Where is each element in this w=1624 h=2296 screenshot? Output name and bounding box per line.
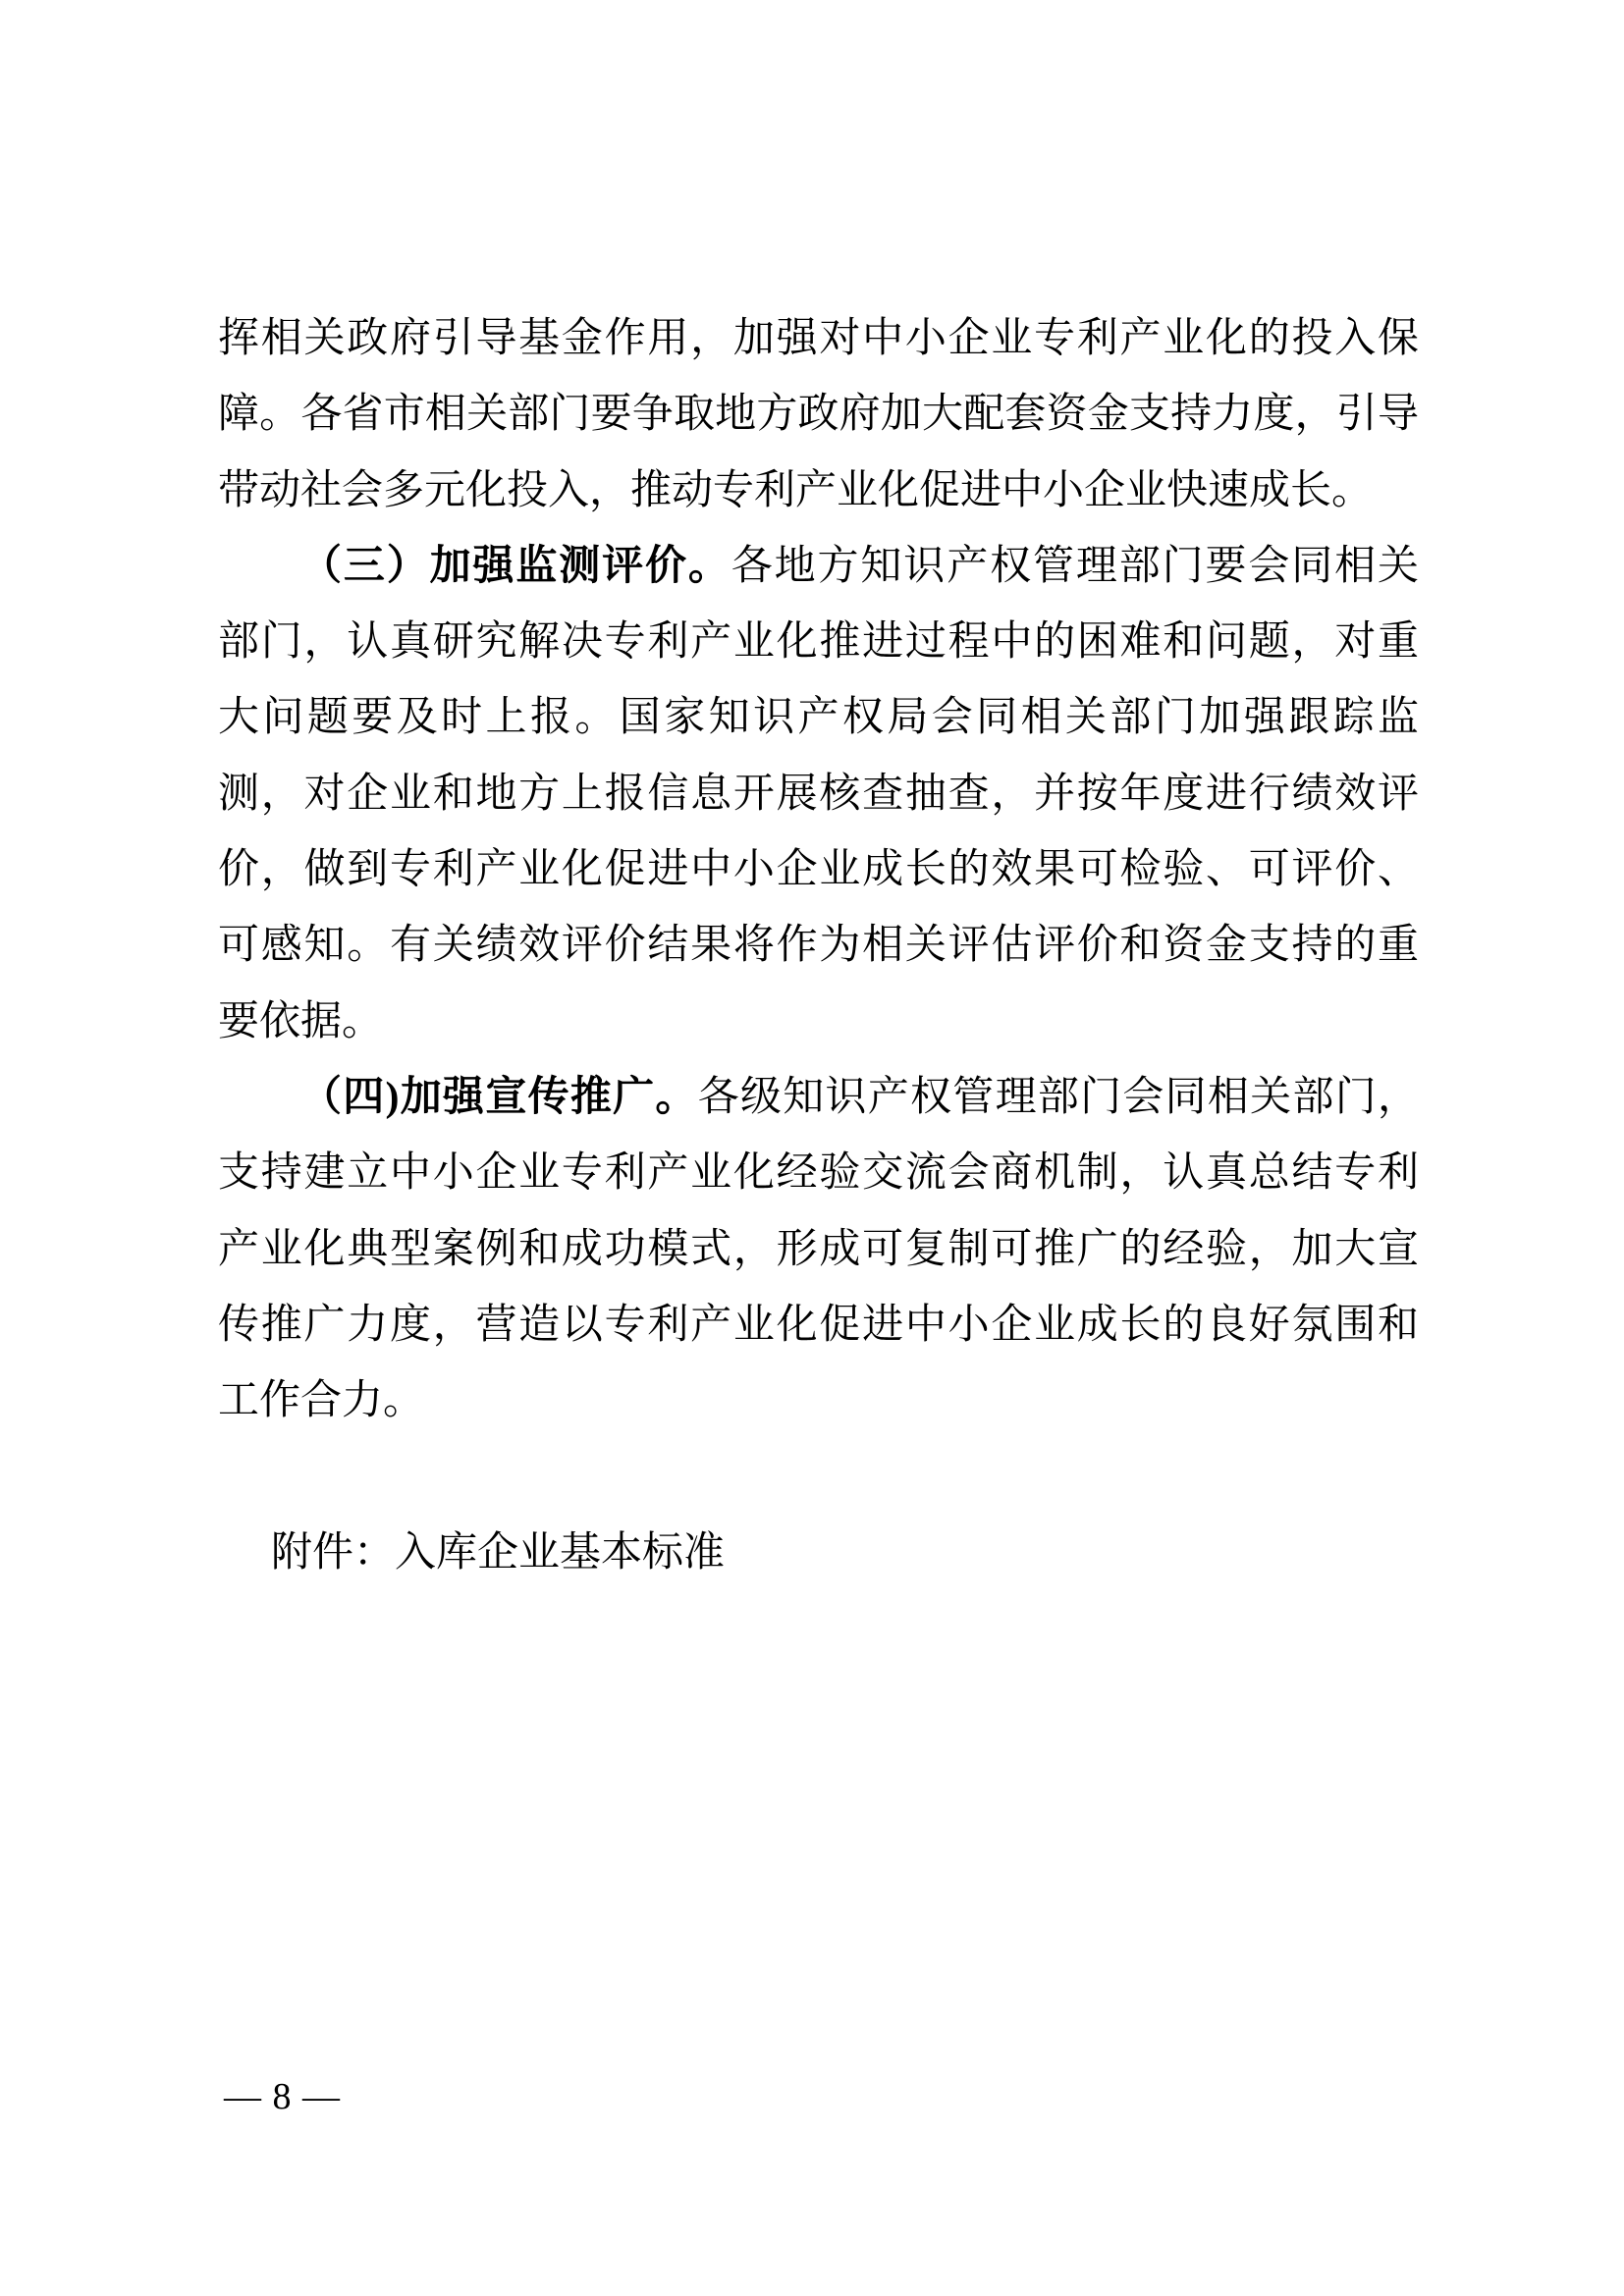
page-number: — 8 — [224,2076,341,2117]
paragraph-line: 传推广力度，营造以专利产业化促进中小企业成长的良好氛围和 [218,1302,1419,1348]
paragraph-line: 障。各省市相关部门要争取地方政府加大配套资金支持力度，引导 [218,392,1419,438]
paragraph-line: 可感知。有关绩效评价结果将作为相关评估评价和资金支持的重 [218,923,1419,969]
paragraph-line: 要依据。 [218,998,384,1044]
paragraph-line: 挥相关政府引导基金作用，加强对中小企业专利产业化的投入保 [218,316,1419,361]
section-four-text: 各级知识产权管理部门会同相关部门， [697,1074,1419,1120]
section-four-first-line [218,1060,1419,1136]
attachment-line: 附件：入库企业基本标准 [271,1529,726,1575]
paragraph-line: 测，对企业和地方上报信息开展核查抽查，并按年度进行绩效评 [218,771,1419,817]
paragraph-line: 支持建立中小企业专利产业化经验交流会商机制，认真总结专利 [218,1150,1419,1197]
section-four-heading: （四)加强宣传推广。 [300,1074,698,1120]
section-three-first-line [218,529,1419,605]
paragraph-line: 部门，认真研究解决专利产业化推进过程中的困难和问题，对重 [218,619,1419,666]
document-body [218,301,1419,1591]
paragraph-line: 带动社会多元化投入，推动专利产业化促进中小企业快速成长。 [218,467,1374,513]
paragraph-line: 价，做到专利产业化促进中小企业成长的效果可检验、可评价、 [218,847,1419,893]
paragraph-line: 产业化典型案例和成功模式，形成可复制可推广的经验，加大宣 [218,1226,1419,1272]
section-three-heading: （三）加强监测评价。 [300,543,731,589]
paragraph-line: 工作合力。 [218,1378,425,1424]
section-three-text: 各地方知识产权管理部门要会同相关 [731,543,1419,589]
paragraph-line: 大问题要及时上报。国家知识产权局会同相关部门加强跟踪监 [218,695,1419,741]
